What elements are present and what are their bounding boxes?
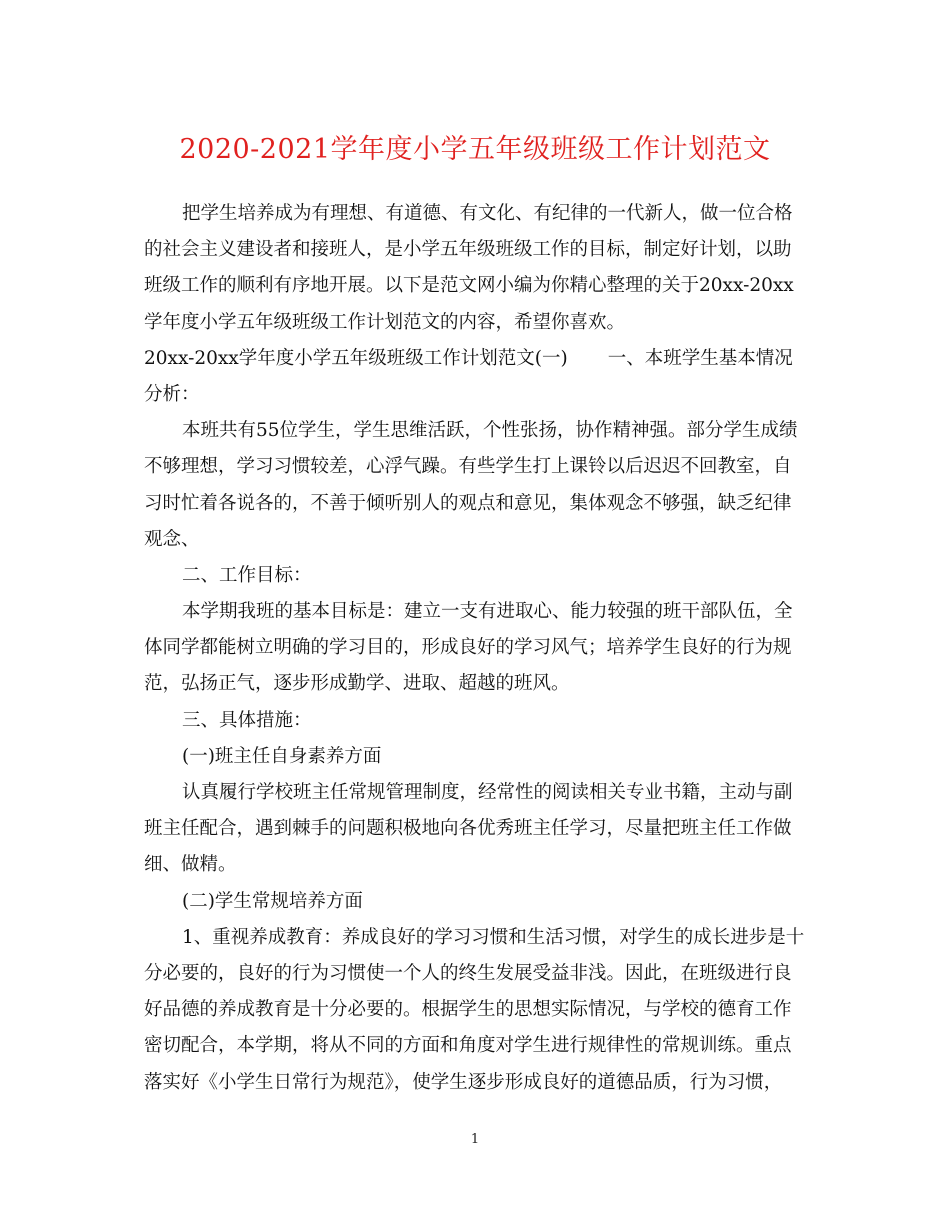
paragraph-line: 认真履行学校班主任常规管理制度，经常性的阅读相关专业书籍，主动与副: [182, 782, 793, 803]
section-heading: 二、工作目标：: [182, 564, 312, 586]
section-heading: 三、具体措施：: [182, 709, 312, 731]
subsection-heading: (一)班主任自身素养方面: [182, 745, 382, 767]
paragraph-line: 分必要的，良好的行为习惯使一个人的终生发展受益非浅。因此，在班级进行良: [144, 962, 792, 984]
paragraph-line: 密切配合，本学期，将从不同的方面和角度对学生进行规律性的常规训练。重点: [144, 1035, 792, 1057]
paragraph-line: [144, 341, 806, 377]
subsection-heading: (二)学生常规培养方面: [182, 890, 363, 912]
paragraph-line: 班主任配合，遇到棘手的问题积极地向各优秀班主任学习，尽量把班主任工作做: [144, 818, 792, 840]
section-heading: 一、本班学生基本情况: [607, 347, 793, 369]
paragraph-line: 本班共有55位学生，学生思维活跃，个性张扬，协作精神强。部分学生成绩: [182, 420, 798, 442]
paragraph-line: 本学期我班的基本目标是：建立一支有进取心、能力较强的班干部队伍，全: [182, 601, 793, 623]
document-body: [144, 196, 806, 1101]
paragraph-line: 学年度小学五年级班级工作计划范文的内容，希望你喜欢。: [144, 311, 626, 333]
paragraph-line: 分析：: [144, 383, 200, 405]
paragraph-line: 细、做精。: [144, 854, 237, 876]
paragraph-line: 体同学都能树立明确的学习目的，形成良好的学习风气；培养学生良好的行为规: [144, 637, 792, 659]
paragraph-line: 班级工作的顺利有序地开展。以下是范文网小编为你精心整理的关于20xx-20xx: [144, 275, 794, 297]
paragraph-line: 1、重视养成教育：养成良好的学习习惯和生活习惯，对学生的成长进步是十: [182, 926, 805, 948]
paragraph-line: 把学生培养成为有理想、有道德、有文化、有纪律的一代新人，做一位合格: [182, 203, 793, 224]
paragraph-line: 好品德的养成教育是十分必要的。根据学生的思想实际情况，与学校的德育工作: [144, 999, 792, 1021]
paragraph-line: 观念、: [144, 528, 200, 550]
page-number: 1: [470, 1132, 480, 1147]
section-heading: 20xx-20xx学年度小学五年级班级工作计划范文(一): [144, 347, 568, 369]
document-title: 2020-2021学年度小学五年级班级工作计划范文: [179, 134, 771, 165]
paragraph-line: 不够理想，学习习惯较差，心浮气躁。有些学生打上课铃以后迟迟不回教室，自: [144, 456, 792, 478]
paragraph-line: 的社会主义建设者和接班人，是小学五年级班级工作的目标，制定好计划，以助: [144, 239, 792, 261]
paragraph-line: 习时忙着各说各的，不善于倾听别人的观点和意见，集体观念不够强，缺乏纪律: [144, 492, 792, 514]
paragraph-line: 落实好《小学生日常行为规范》，使学生逐步形成良好的道德品质，行为习惯，: [144, 1071, 783, 1093]
paragraph-line: 范，弘扬正气，逐步形成勤学、进取、超越的班风。: [144, 673, 570, 695]
